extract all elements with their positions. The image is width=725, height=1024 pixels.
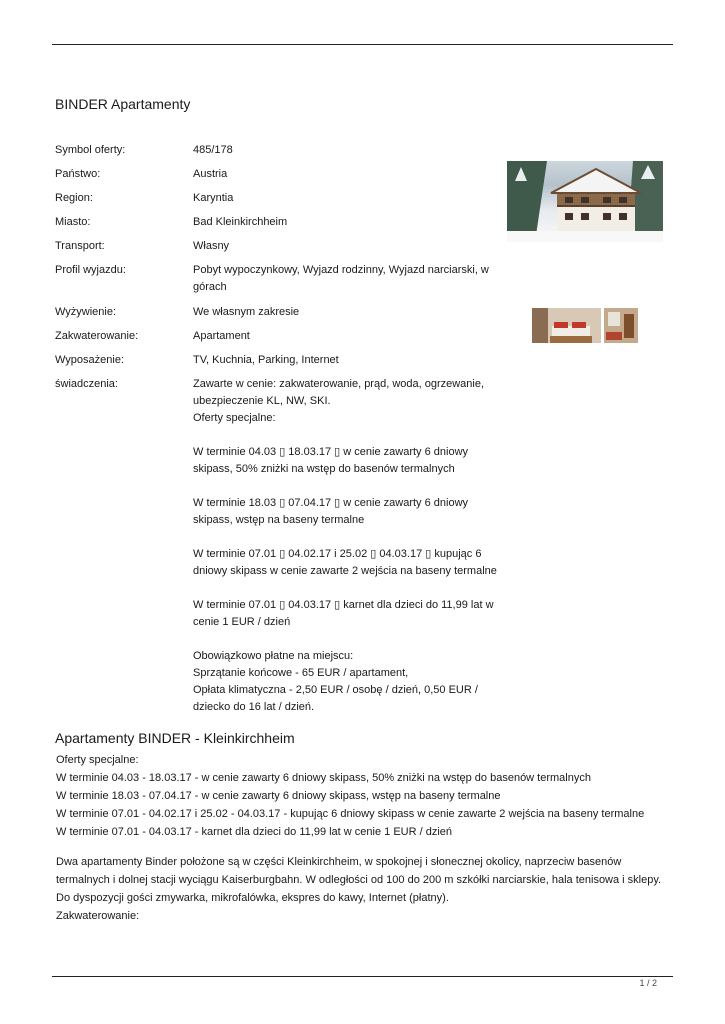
detail-value-line: skipass, 50% zniżki na wstęp do basenów termalnych	[193, 463, 455, 475]
detail-label: Zakwaterowanie:	[55, 330, 139, 342]
offer-line: W terminie 07.01 - 04.03.17 - karnet dla dzieci do 11,99 lat w cenie 1 EUR / dzień	[56, 826, 453, 838]
description-line: Zakwaterowanie:	[56, 910, 140, 922]
detail-value	[193, 352, 503, 369]
detail-value-line: We własnym zakresie	[193, 306, 300, 318]
detail-value-line: Opłata klimatyczna - 2,50 EUR / osobę / dzień, 0,50 EUR /	[193, 684, 478, 696]
detail-value-line: Obowiązkowo płatne na miejscu:	[193, 650, 354, 662]
paragraph-spacer	[193, 631, 503, 648]
detail-label: Transport:	[55, 240, 105, 252]
paragraph-spacer	[193, 478, 503, 495]
paragraph-spacer	[193, 529, 503, 546]
section-heading: Apartamenty BINDER - Kleinkirchheim	[55, 730, 295, 746]
detail-value	[193, 142, 503, 159]
detail-value-line: Własny	[193, 240, 230, 252]
description-line: Dwa apartamenty Binder położone są w części Kleinkirchheim, w spokojnej i słonecznej okolicy, naprzeciw basenów	[56, 856, 622, 868]
detail-value-line: Karyntia	[193, 192, 234, 204]
detail-value	[193, 190, 503, 207]
detail-value-line: W terminie 18.03 ▯ 07.04.17 ▯ w cenie zawarty 6 dniowy	[193, 497, 469, 509]
detail-value-line: cenie 1 EUR / dzień	[193, 616, 291, 628]
detail-label: Symbol oferty:	[55, 144, 126, 156]
special-offers-block	[56, 751, 668, 841]
paragraph-spacer	[193, 580, 503, 597]
detail-value	[193, 166, 503, 183]
detail-value-line: W terminie 04.03 ▯ 18.03.17 ▯ w cenie zawarty 6 dniowy	[193, 446, 469, 458]
detail-label: Wyżywienie:	[55, 306, 117, 318]
detail-value-line: W terminie 07.01 ▯ 04.02.17 i 25.02 ▯ 04.03.17 ▯ kupując 6	[193, 548, 482, 560]
detail-value-line: W terminie 07.01 ▯ 04.03.17 ▯ karnet dla dzieci do 11,99 lat w	[193, 599, 494, 611]
detail-value-line: Austria	[193, 168, 228, 180]
detail-label: Wyposażenie:	[55, 354, 124, 366]
detail-value-line: 485/178	[193, 144, 233, 156]
detail-value-line: Sprzątanie końcowe - 65 EUR / apartament,	[193, 667, 409, 679]
footer-rule	[52, 976, 673, 977]
description-line: Do dyspozycji gości zmywarka, mikrofalówka, ekspres do kawy, Internet (płatny).	[56, 892, 449, 904]
apartment-interior-photo	[604, 308, 638, 343]
detail-value-line: górach	[193, 281, 227, 293]
description-block	[56, 853, 668, 925]
hotel-exterior-photo	[507, 161, 663, 242]
detail-label: Miasto:	[55, 216, 91, 228]
offer-line: W terminie 18.03 - 07.04.17 - w cenie zawarty 6 dniowy skipass, wstęp na baseny termalne	[56, 790, 501, 802]
detail-label: Profil wyjazdu:	[55, 264, 126, 276]
offer-line: W terminie 04.03 - 18.03.17 - w cenie zawarty 6 dniowy skipass, 50% zniżki na wstęp do basenów termalnych	[56, 772, 591, 784]
header-rule	[52, 44, 673, 45]
detail-value-line: dniowy skipass w cenie zawarte 2 wejścia na baseny termalne	[193, 565, 497, 577]
detail-value-line: ubezpieczenie KL, NW, SKI.	[193, 395, 331, 407]
detail-value-line: Oferty specjalne:	[193, 412, 276, 424]
page-number: 1 / 2	[639, 978, 657, 988]
offer-line: Oferty specjalne:	[56, 754, 139, 766]
detail-value	[193, 262, 503, 296]
detail-value-line: TV, Kuchnia, Parking, Internet	[193, 354, 339, 366]
detail-label: Region:	[55, 192, 93, 204]
detail-value	[193, 376, 503, 716]
detail-label: Państwo:	[55, 168, 101, 180]
offer-line: W terminie 07.01 - 04.02.17 i 25.02 - 04.03.17 - kupując 6 dniowy skipass w cenie zawarte 2 wejścia na baseny termalne	[56, 808, 645, 820]
detail-label: świadczenia:	[55, 378, 118, 390]
detail-value-line: Bad Kleinkirchheim	[193, 216, 288, 228]
detail-value-line: Zawarte w cenie: zakwaterowanie, prąd, woda, ogrzewanie,	[193, 378, 485, 390]
detail-value-line: Pobyt wypoczynkowy, Wyjazd rodzinny, Wyjazd narciarski, w	[193, 264, 489, 276]
detail-value	[193, 214, 503, 231]
paragraph-spacer	[193, 427, 503, 444]
detail-value-line: dziecko do 16 lat / dzień.	[193, 701, 315, 713]
apartment-bedroom-photo	[532, 308, 601, 343]
detail-value-line: skipass, wstęp na baseny termalne	[193, 514, 365, 526]
detail-value	[193, 328, 503, 345]
page-title: BINDER Apartamenty	[55, 96, 191, 112]
description-line: termalnych i dolnej stacji wyciągu Kaiserburgbahn. W odległości od 100 do 200 m szkółki narciarskie, hala tenisowa i sklepy.	[56, 874, 662, 886]
detail-value-line: Apartament	[193, 330, 250, 342]
detail-value	[193, 304, 503, 321]
detail-value	[193, 238, 503, 255]
